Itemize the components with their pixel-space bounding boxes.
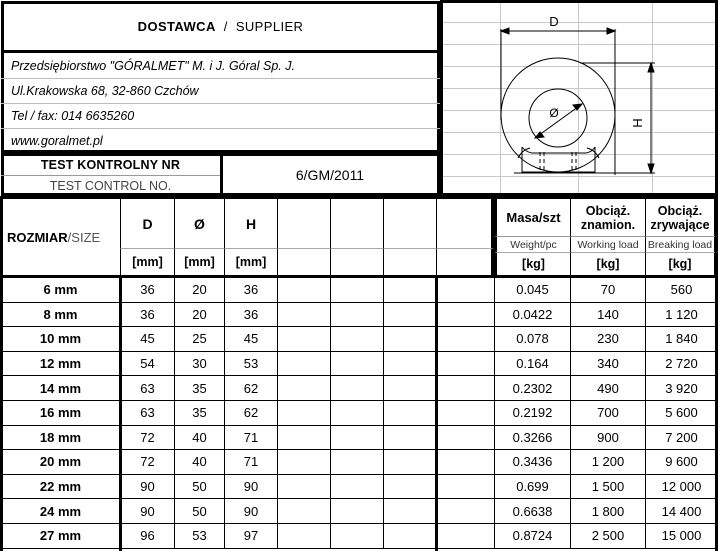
row-empty-1: [277, 376, 330, 401]
row-empty-1: [277, 303, 330, 328]
header-load-pl-line1-1: Obciąż.: [585, 203, 631, 218]
supplier-line-4[interactable]: www.goralmet.pl: [1, 128, 440, 153]
row-diameter: 40: [174, 426, 224, 451]
row-empty-2: [330, 278, 383, 303]
row-empty-4: [436, 499, 494, 524]
header-size-en: SIZE: [71, 229, 101, 245]
row-empty-2: [330, 327, 383, 352]
row-diameter: 50: [174, 475, 224, 500]
row-empty-3: [383, 426, 436, 451]
header-unit-Ø: [mm]: [174, 248, 224, 278]
row-empty-2: [330, 450, 383, 475]
header-unit-empty-5: [330, 248, 383, 278]
row-breaking-load: 7 200: [645, 426, 717, 451]
row-empty-1: [277, 278, 330, 303]
header-load-en-1: Working load: [570, 236, 645, 252]
row-breaking-load: 9 600: [645, 450, 717, 475]
row-mass: 0.0422: [494, 303, 570, 328]
row-h: 45: [224, 327, 277, 352]
drawing-label-height: H: [630, 118, 645, 128]
row-empty-2: [330, 376, 383, 401]
header-unit-D: [mm]: [120, 248, 174, 278]
row-breaking-load: 1 840: [645, 327, 717, 352]
row-size: 14 mm: [1, 376, 120, 401]
row-working-load: 900: [570, 426, 645, 451]
row-breaking-load: 15 000: [645, 524, 717, 549]
header-load-en-2: Breaking load: [645, 236, 717, 252]
supplier-title-pl: DOSTAWCA: [137, 18, 216, 34]
row-empty-4: [436, 303, 494, 328]
row-breaking-load: 1 120: [645, 303, 717, 328]
header-load-pl-0: Masa/szt: [494, 196, 570, 236]
row-diameter: 20: [174, 303, 224, 328]
row-mass: 0.164: [494, 352, 570, 377]
header-symbol-empty-7: [436, 196, 494, 248]
test-number: 6/GM/2011: [295, 167, 365, 183]
row-empty-4: [436, 450, 494, 475]
row-h: 97: [224, 524, 277, 549]
row-mass: 0.2192: [494, 401, 570, 426]
row-empty-3: [383, 278, 436, 303]
row-d: 96: [120, 524, 174, 549]
row-empty-2: [330, 303, 383, 328]
row-size: 6 mm: [1, 278, 120, 303]
row-size: 18 mm: [1, 426, 120, 451]
row-mass: 0.699: [494, 475, 570, 500]
row-empty-4: [436, 352, 494, 377]
row-h: 90: [224, 499, 277, 524]
row-breaking-load: 12 000: [645, 475, 717, 500]
supplier-title: [1, 1, 440, 51]
row-empty-3: [383, 401, 436, 426]
row-d: 63: [120, 376, 174, 401]
row-empty-4: [436, 524, 494, 549]
row-empty-3: [383, 475, 436, 500]
row-d: 36: [120, 278, 174, 303]
row-mass: 0.6638: [494, 499, 570, 524]
row-d: 36: [120, 303, 174, 328]
row-empty-3: [383, 327, 436, 352]
row-empty-3: [383, 376, 436, 401]
row-h: 36: [224, 303, 277, 328]
row-h: 62: [224, 376, 277, 401]
row-h: 71: [224, 450, 277, 475]
row-breaking-load: 5 600: [645, 401, 717, 426]
row-h: 71: [224, 426, 277, 451]
row-working-load: 700: [570, 401, 645, 426]
row-empty-2: [330, 426, 383, 451]
drawing-label-bore: Ø: [549, 106, 559, 120]
row-size: 27 mm: [1, 524, 120, 549]
row-empty-3: [383, 303, 436, 328]
row-empty-4: [436, 327, 494, 352]
header-unit-empty-7: [436, 248, 494, 278]
row-empty-1: [277, 499, 330, 524]
row-d: 54: [120, 352, 174, 377]
supplier-title-separator: /: [215, 18, 236, 34]
header-symbol-Ø: Ø: [174, 196, 224, 248]
row-working-load: 340: [570, 352, 645, 377]
header-symbol-empty-5: [330, 196, 383, 248]
row-mass: 0.3436: [494, 450, 570, 475]
row-empty-3: [383, 499, 436, 524]
header-load-pl-1: [570, 196, 645, 236]
row-size: 16 mm: [1, 401, 120, 426]
row-breaking-load: 2 720: [645, 352, 717, 377]
row-h: 62: [224, 401, 277, 426]
header-size: [1, 196, 120, 278]
row-working-load: 490: [570, 376, 645, 401]
row-d: 72: [120, 450, 174, 475]
row-empty-4: [436, 475, 494, 500]
row-diameter: 20: [174, 278, 224, 303]
supplier-line-3: Tel / fax: 014 6635260: [1, 103, 440, 128]
header-symbol-H: H: [224, 196, 277, 248]
row-working-load: 1 500: [570, 475, 645, 500]
test-control-label-en: TEST CONTROL NO.: [1, 175, 220, 195]
row-mass: 0.045: [494, 278, 570, 303]
row-mass: 0.3266: [494, 426, 570, 451]
row-mass: 0.078: [494, 327, 570, 352]
row-empty-3: [383, 450, 436, 475]
row-empty-3: [383, 352, 436, 377]
row-empty-1: [277, 401, 330, 426]
row-empty-1: [277, 327, 330, 352]
row-diameter: 35: [174, 376, 224, 401]
header-load-unit-2: [kg]: [645, 252, 717, 278]
row-empty-1: [277, 450, 330, 475]
row-mass: 0.2302: [494, 376, 570, 401]
row-size: 20 mm: [1, 450, 120, 475]
row-empty-2: [330, 524, 383, 549]
row-empty-4: [436, 401, 494, 426]
header-unit-empty-4: [277, 248, 330, 278]
row-mass: 0.8724: [494, 524, 570, 549]
header-symbol-D: D: [120, 196, 174, 248]
supplier-line-2: Ul.Krakowska 68, 32-860 Czchów: [1, 78, 440, 103]
header-load-unit-0: [kg]: [494, 252, 570, 278]
row-size: 24 mm: [1, 499, 120, 524]
test-control-label-pl: TEST KONTROLNY NR: [40, 158, 181, 172]
header-symbol-empty-6: [383, 196, 436, 248]
drawing-panel-left-border: [440, 0, 443, 196]
supplier-line-1: Przedsiębiorstwo "GÓRALMET" M. i J. Góral Sp. J.: [11, 58, 295, 73]
row-empty-1: [277, 352, 330, 377]
row-working-load: 1 200: [570, 450, 645, 475]
row-empty-1: [277, 475, 330, 500]
row-d: 90: [120, 475, 174, 500]
row-d: 45: [120, 327, 174, 352]
row-working-load: 1 800: [570, 499, 645, 524]
row-d: 90: [120, 499, 174, 524]
row-diameter: 25: [174, 327, 224, 352]
row-empty-4: [436, 426, 494, 451]
row-breaking-load: 14 400: [645, 499, 717, 524]
header-load-pl-line2-2: zrywające: [650, 217, 710, 232]
row-size: 10 mm: [1, 327, 120, 352]
eye-nut-drawing: [440, 0, 718, 196]
row-breaking-load: 3 920: [645, 376, 717, 401]
row-empty-4: [436, 376, 494, 401]
row-size: 12 mm: [1, 352, 120, 377]
row-d: 72: [120, 426, 174, 451]
row-empty-1: [277, 426, 330, 451]
row-working-load: 2 500: [570, 524, 645, 549]
row-h: 90: [224, 475, 277, 500]
row-empty-2: [330, 475, 383, 500]
row-working-load: 70: [570, 278, 645, 303]
header-size-separator: /: [67, 229, 72, 245]
header-size-pl: ROZMIAR: [7, 229, 68, 245]
row-size: 8 mm: [1, 303, 120, 328]
header-load-unit-1: [kg]: [570, 252, 645, 278]
row-diameter: 40: [174, 450, 224, 475]
row-diameter: 53: [174, 524, 224, 549]
row-diameter: 35: [174, 401, 224, 426]
supplier-title-en: SUPPLIER: [235, 18, 304, 34]
header-unit-empty-6: [383, 248, 436, 278]
row-empty-2: [330, 352, 383, 377]
row-d: 63: [120, 401, 174, 426]
drawing-panel-top-border: [440, 0, 718, 3]
header-symbol-empty-4: [277, 196, 330, 248]
row-empty-4: [436, 278, 494, 303]
row-empty-2: [330, 499, 383, 524]
row-empty-1: [277, 524, 330, 549]
header-load-en-0: Weight/pc: [494, 236, 570, 252]
header-load-pl-line2-1: znamion.: [580, 217, 636, 232]
drawing-label-width: D: [549, 14, 559, 29]
header-load-pl-2: [645, 196, 717, 236]
row-breaking-load: 560: [645, 278, 717, 303]
row-empty-3: [383, 524, 436, 549]
row-working-load: 140: [570, 303, 645, 328]
header-load-pl-line1-2: Obciąż.: [657, 203, 703, 218]
header-unit-H: [mm]: [224, 248, 277, 278]
row-h: 53: [224, 352, 277, 377]
row-size: 22 mm: [1, 475, 120, 500]
row-working-load: 230: [570, 327, 645, 352]
row-empty-2: [330, 401, 383, 426]
row-diameter: 50: [174, 499, 224, 524]
row-h: 36: [224, 278, 277, 303]
row-diameter: 30: [174, 352, 224, 377]
